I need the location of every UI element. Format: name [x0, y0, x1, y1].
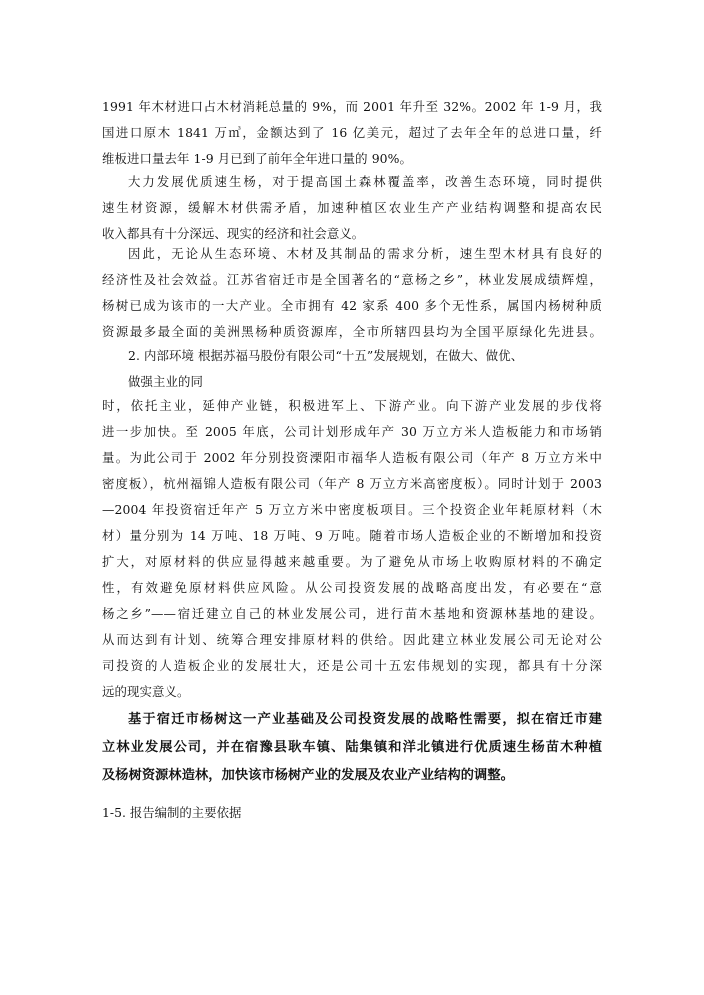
- paragraph-conclusion-bold: [102, 706, 602, 790]
- text-line: 司投资的人造板企业的发展壮大，还是公司十五宏伟规划的实现，都具有十分深: [102, 658, 602, 673]
- section-heading: 1-5. 报告编制的主要依据: [102, 805, 242, 820]
- paragraph-poplar-benefits: [102, 169, 602, 247]
- text-line: 立林业发展公司，并在宿豫县耿车镇、陆集镇和洋北镇进行优质速生杨苗木种植: [102, 740, 602, 755]
- text-line: 经济性及社会效益。江苏省宿迁市是全国著名的“意杨之乡”，林业发展成绩辉煌，: [102, 272, 602, 287]
- paragraph-company-strategy: [102, 393, 602, 705]
- text-line: 国进口原木 1841 万㎥，金额达到了 16 亿美元，超过了去年全年的总进口量，纤: [102, 125, 602, 140]
- text-line: 密度板），杭州福锦人造板有限公司（年产 8 万立方米高密度板）。同时计划于 2003: [102, 476, 602, 491]
- text-line: 进一步加快。至 2005 年底，公司计划形成年产 30 万立方米人造板能力和市场销: [102, 424, 602, 439]
- text-line: 杨树已成为该市的一大产业。全市拥有 42 家系 400 多个无性系，属国内杨树种质: [102, 298, 602, 313]
- text-line: 因此，无论从生态环境、木材及其制品的需求分析，速生型木材具有良好的: [128, 246, 602, 261]
- text-line: 扩大，对原材料的供应显得越来越重要。为了避免从市场上收购原材料的不确定: [102, 554, 602, 569]
- text-line: 量。为此公司于 2002 年分别投资溧阳市福华人造板有限公司（年产 8 万立方米中: [102, 450, 602, 465]
- text-line: 基于宿迁市杨树这一产业基础及公司投资发展的战略性需要，拟在宿迁市建: [128, 712, 602, 727]
- text-line: 2. 内部环境 根据苏福马股份有限公司“十五”发展规划，在做大、做优、: [128, 348, 524, 363]
- text-line: 做强主业的同: [128, 374, 203, 389]
- text-line: 维板进口量去年 1-9 月已到了前年全年进口量的 90%。: [102, 151, 413, 166]
- text-line: 资源最多最全面的美洲黑杨种质资源库，全市所辖四县均为全国平原绿化先进县。: [102, 324, 602, 339]
- text-line: 材）量分别为 14 万吨、18 万吨、9 万吨。随着市场人造板企业的不断增加和投资: [102, 528, 602, 543]
- text-line: 杨之乡”——宿迁建立自己的林业发展公司，进行苗木基地和资源林基地的建设。: [102, 606, 602, 621]
- text-line: 大力发展优质速生杨，对于提高国土森林覆盖率，改善生态环境，同时提供: [128, 174, 602, 189]
- paragraph-suqian-overview: [102, 241, 602, 345]
- text-line: 远的现实意义。: [102, 684, 190, 699]
- text-line: 1991 年木材进口占木材消耗总量的 9%，而 2001 年升至 32%。2002 年 1-9 月，我: [102, 99, 602, 114]
- text-line: 及杨树资源林造林，加快该市杨树产业的发展及农业产业结构的调整。: [102, 768, 514, 783]
- text-line: 性，有效避免原材料供应风险。从公司投资发展的战略高度出发，有必要在“意: [102, 580, 602, 595]
- text-line: —2004 年投资宿迁年产 5 万立方米中密度板项目。三个投资企业年耗原材料（木: [102, 502, 602, 517]
- text-line: 从而达到有计划、统筹合理安排原材料的供给。因此建立林业发展公司无论对公: [102, 632, 602, 647]
- text-line: 收入都具有十分深远、现实的经济和社会意义。: [102, 226, 365, 241]
- text-line: 速生材资源，缓解木材供需矛盾，加速种植区农业生产产业结构调整和提高农民: [102, 200, 602, 215]
- paragraph-internal-environment: [102, 343, 602, 395]
- text-line: 时，依托主业，延伸产业链，积极进军上、下游产业。向下游产业发展的步伐将: [102, 398, 602, 413]
- paragraph-import-statistics: [102, 94, 602, 172]
